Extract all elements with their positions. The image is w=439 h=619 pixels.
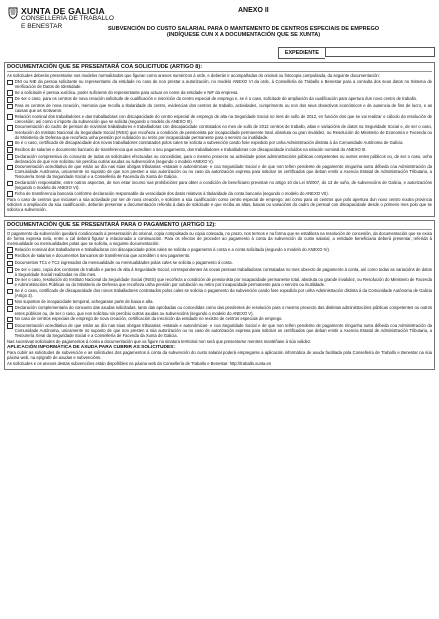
annex-label: ANEXO II [238, 7, 269, 14]
xunta-emblem-icon [8, 7, 18, 19]
checklist-item [7, 277, 432, 287]
document-header [4, 4, 435, 42]
checkbox[interactable] [7, 181, 13, 187]
software-help-title: APLICACIÓN INFORMÁTICA DE AXUDA PARA CUBRIR AS SOLICITUDES: [7, 344, 175, 350]
checklist-item [7, 147, 432, 153]
checklist-item-text: Documentos TC1 e TC2 ingresados da mensualidade ou mensualidades polas cales se solicita o pagamento á conta. [14, 260, 233, 266]
checklist-item [7, 124, 432, 139]
checklist-item [7, 260, 432, 266]
checkbox[interactable] [7, 247, 13, 253]
checklist-item-text: Documentación acreditativa de que están ao día nas súas obrigas tributarias -estatais e autonómicas- e coa Seguridade Social e de que non teñen pendente de pagamento ningunha outra débeda coa Administración da Comunidade Autónoma, unicamente no suposto de que non presten a súa autorización ou no caso da autorización expresa para solicitar os certificados que deban emitir a Axencia Estatal de Administración Tributaria, a Tesourería Xeral da Seguridade Social e a Consellería de Facenda da Xunta de Galicia. [14, 164, 432, 180]
checkbox[interactable] [7, 125, 13, 131]
checkbox[interactable] [7, 289, 13, 295]
logo-dept-line-1: CONSELLERÍA DE TRABALLO [21, 15, 114, 22]
checkbox[interactable] [7, 165, 13, 171]
checklist-item-text: No caso de centros especiais de emprego de nova creación, certificación da inscrición da entidade no rexistro de centros especiais de emprego. [14, 316, 283, 322]
checklist-item-text: De ser o caso, resolución do Instituto Nacional da Seguridade Social (INSS) que recoñeza a condición de pensionista por incapacidade permanente total, absoluta ou grande invalidez, ou Resolución do Ministerio de Facenda e Administracións Públicas ou do Ministerio de Defensa que recoñeza unha pensión por xubilación ou retiro por incapacidade permanente para o servizo ou inutilidade. [14, 277, 432, 288]
section-intro: O pagamento da subvención quedará condicionado á presentación do orixinal, copia compulsada ou copia cotexada, no prazo, nos termos e na forma que se estableza na resolución de concesión, da documentación que se exixa de forma expresa nela, entre a cal deberá figurar a relacionada a continuación. Para os efectos de proceder ao pagamento á conta da subvención do custo salarial, a entidade beneficiaria deberá presentar, referida á mensualidade ou mensualidades polas que se solicita, a seguinte documentación: [7, 230, 432, 246]
checkbox[interactable] [7, 80, 13, 86]
payment-documents-section [4, 220, 435, 370]
checklist-item [7, 79, 432, 89]
checklist-item [7, 288, 432, 298]
forms-availability-text: As solicitudes e os anexos destas subvencións están dispoñibles na páxina web da Consellería de Traballo e Benestar: http://traballo.xunta.es [7, 360, 271, 366]
checkbox[interactable] [7, 278, 13, 284]
checklist-item-text: Nos supostos de incapacidade temporal, achegarase parte de baixa e alta. [14, 298, 154, 304]
document-title-line-1: SUBVENCIÓN DO CUSTO SALARIAL PARA O MANTEMENTO DE CENTROS ESPECIAIS DE EMPREGO [107, 26, 380, 32]
checklist-item-text: Se é o caso, certificado de discapacidade dos novos traballadores contratados polos cales se solicita a subvención cando fose expedido por unha Administración distinta á da Comunidade Autónoma de Galicia. [14, 140, 404, 146]
checklist-item [7, 299, 432, 305]
checkbox[interactable] [7, 141, 13, 147]
checkbox[interactable] [7, 114, 13, 120]
expediente-box [4, 47, 435, 59]
annex-document [4, 4, 435, 370]
checkbox[interactable] [7, 254, 13, 260]
section-title: DOCUMENTACIÓN QUE SE PRESENTARÁ COA SOLICITUDE (ARTIGO 8): [7, 64, 432, 72]
checklist-item-text: Documentación acreditativa de que están ao día nas súas obrigas tributarias -estatais e autonómicas- e coa Seguridade Social e de que non teñen pendente de pagamento ningunha outra débeda coa Administración da Comunidade Autónoma, unicamente no suposto de que non presten a súa autorización ou no caso de autorización expresa para solicitar os certificados que deban emitir a Axencia Estatal de Administración Tributaria, a Tesourería Xeral da Seguridade Social e a Consellería de Facenda da Xunta de Galicia. [14, 322, 432, 338]
application-documents-section [4, 62, 435, 217]
checkbox[interactable] [7, 97, 13, 103]
checklist-item-text: Declaración responsable, entre outros aspectos, de non estar incurso nas prohibicións para obter a condición de beneficiario previstas no artigo 10 da Lei 9/2007, do 13 de xuño, de subvencións de Galicia, e autorizacións (segundo o modelo do ANEXO VI). [14, 180, 432, 191]
checklist-item [7, 140, 432, 146]
checklist-item [7, 323, 432, 338]
checklist-item [7, 316, 432, 322]
checklist-item-text: Recibos de salarios e documentos bancarios de transferencia que acrediten o seu pagamento. [14, 253, 191, 259]
checklist-item-text: Declaración complementaria do conxunto das axudas solicitadas, tanto das aprobadas ou concedidas como das pendentes de resolución para o mesmo proxecto das distintas administracións públicas competentes ou outros entes públicos ou, de ser o caso, que non solicitou nin percibiu outras axudas ou subvencións (segundo o modelo do ANEXO V). [14, 305, 432, 316]
checklist-item [7, 191, 432, 197]
checklist-item-text: Ficha de transferencia bancaria conforme declaración responsable da veracidade dos datos relativos á titularidade da conta bancaria (segundo o modelo do ANEXO VII). [14, 190, 329, 196]
checkbox[interactable] [7, 147, 13, 153]
checkbox[interactable] [7, 267, 13, 273]
checklist-item [7, 164, 432, 179]
expediente-field[interactable] [325, 47, 435, 57]
checklist-item-text: De ser o caso, copia dos contratos de traballo e partes de alta á Seguridade Social, correspondentes ás novas persoas traballadoras contratadas no mes obxecto de pagamento á conta, así como todas as variacións de datos á Seguridade Social realizadas no dito mes. [14, 266, 432, 277]
checklist-item-text: DNI ou NIE da persoa solicitante ou representante da entidade no caso de non prestar a autorización, no modelo ANEXO VI da orde, á Consellería de Traballo e Benestar para a consulta dos seus datos no Sistema de Verificación de Datos de Identidade. [14, 79, 432, 90]
checkbox[interactable] [7, 299, 13, 305]
checklist-item-text: Se é o caso, certificado de discapacidade dos novos traballadores contratados polos cales se solicita o pagamento da subvención cando fose expedido por unha Administración distinta á da Comunidade Autónoma de Galicia (Artigo 3). [14, 288, 432, 299]
section-title: DOCUMENTACIÓN QUE SE PRESENTARÁ PARA O PAGAMENTO (ARTIGO 12): [7, 222, 432, 230]
checkbox[interactable] [7, 191, 13, 197]
checkbox[interactable] [7, 317, 13, 323]
section-intro: As solicitudes deberán presentarse nos modelos normalizados que figuran como anexos numéricos á orde, e deberán ir acompañadas do orixinal ou fotocopia compulsada, da seguinte documentación: [7, 73, 380, 78]
checklist-item [7, 305, 432, 315]
checklist-item [7, 267, 432, 277]
checklist-item [7, 114, 432, 124]
checklist-item-text: Para os centros de nova creación, memoria que recolla a titularidade do centro, evidencias dos centros de traballo, actividades, cumprimento ou non dos seus obxectivos económicos e de ausencia de fins de lucro, e as causas que as motivaron. [14, 103, 432, 114]
checkbox[interactable] [7, 154, 13, 160]
checkbox[interactable] [7, 323, 13, 329]
document-title [52, 26, 435, 39]
checklist-item [7, 103, 432, 113]
checkbox[interactable] [7, 261, 13, 267]
logo-dept-line-2: E BENESTAR [21, 23, 63, 30]
checklist-item [7, 253, 432, 259]
checklist-item [7, 90, 432, 96]
checklist-item-text: Declaración comprensiva do conxunto de todas as solicitudes efectuadas ou concedidas, para o mesmo proxecto ou actividade polas administracións públicas competentes ou outros entes públicos ou, de ser o caso, unha declaración de que non solicitou nin percibiu outras axudas ou subvencións (segundo o modelo ANEXO V). [14, 153, 432, 164]
section-note: Nas sucesivas solicitudes de pagamentos á conta a documentación que xa figure na sinatura territorial non será que presentarse mentres mantéñase á súa validez. [7, 338, 312, 344]
checklist-item-text: Relación nominal dos traballadores e das traballadoras con discapacidade do centro especial de emprego de alta na Seguridade Social no mes de xullo de 2012, en función dos que se vai realizar o cálculo da resolución de concesión; así como o importe da subvención que se solicita (segundo o modelo do ANEXO III). [14, 113, 432, 124]
checklist-item-text: Recibos de salarios e documento bancario de transferencia que acrediten o seu pagamento, dos traballadores e traballadoras con discapacidade incluídos na relación nominal do ANEXO III. [14, 146, 367, 152]
checkbox[interactable] [7, 306, 13, 312]
payment-checklist [7, 247, 432, 338]
checklist-item [7, 154, 432, 164]
checkbox[interactable] [7, 104, 13, 110]
checklist-item [7, 96, 432, 102]
checklist-item [7, 180, 432, 190]
expediente-label: EXPEDIENTE [278, 47, 325, 59]
checklist-item-text: De ser o caso, para os centros de nova creación solicitude de cualificación e inscrición do centro especial de emprego e, se é o caso, solicitude de ampliación da cualificación para apertura dun novo centro de traballo. [14, 96, 418, 102]
checklist-item-text: Relación nominal dos traballadores e traballadoras con discapacidade polos cales se solicita o pagamento á conta e a conta solicitada (segundo o modelo do ANEXO IV). [14, 246, 331, 252]
logo-name: XUNTA DE GALICIA [21, 6, 105, 16]
section-note: Para o caso de centros que iniciasen a súa actividade por ser de nova creación, e soliciten a súa cualificación como centro especial de emprego; así como para os centros que polo apertura dun novo centro noutra provincia soliciten a ampliación da súa cualificación, deberán presentar a documentación referida á data de solicitude e que reciba as altas, baixas ou variacións do cadro de persoal con discapacidade desde o primeiro mes polo que se solicita a subvención. [7, 197, 432, 213]
checklist-item-text: Documentación do cadro de persoal de novos/as traballadores e traballadoras con discapacidade contratados no mes de xullo de 2012 centros de traballo, altas e variacións de datos na Seguridade Social e, de ser o caso, resolución do Instituto Nacional da Seguridade Social (INSS) que recoñeza a condición de pensionista por incapacidade permanente total, absoluta ou gran invalidez, ou Resolución do Ministerio de Economía e Facenda ou do Ministerio de Defensa que recoñeza unha pensión por xubilación ou retiro por incapacidade permanente para o servizo ou inutilidade. [14, 124, 432, 140]
document-title-line-2: (INDÍQUESE CUN X A DOCUMENTACIÓN QUE SE XUNTA) [166, 32, 321, 39]
application-checklist [7, 79, 432, 197]
checklist-item [7, 247, 432, 253]
software-help-text: Para cubrir as solicitudes de subvención e as solicitudes dos pagamentos á conta da subvención do custo salarial poderá empregarse a aplicación informática de axuda facilitada pola Consellería de Traballo e Benestar na súa páxina web, na epígrafe de axudas e subvencións. [7, 349, 432, 360]
checkbox[interactable] [7, 90, 13, 96]
checklist-item-text: Se a solicitude é persoa xurídica, poder suficiente do representante para actuar en nome da entidade e NIF da empresa. [14, 89, 239, 95]
